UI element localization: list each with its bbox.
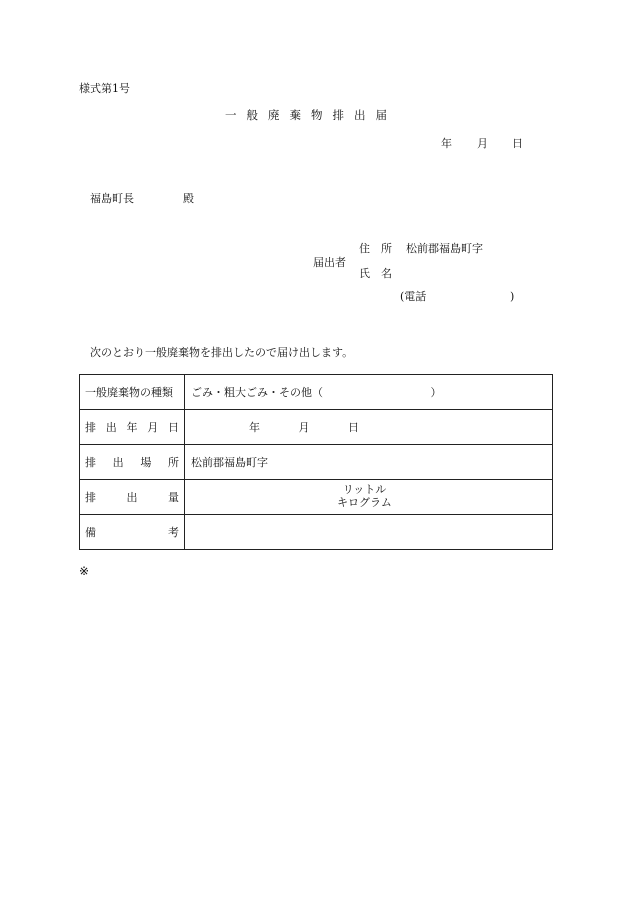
form-number: 様式第1号 [79,82,130,95]
label-char: 出 [105,421,117,434]
discharge-place-value-cell [185,445,553,480]
label-char: 量 [168,491,179,504]
discharge-place-label [80,454,184,470]
remarks-label [80,524,184,540]
date-day: 日 [512,137,523,150]
label-char: 年 [126,421,138,434]
label-char: 排 [85,421,96,434]
discharge-day: 日 [348,421,359,434]
label-char: 場 [140,456,152,469]
phone-open: (電話 [400,290,427,303]
table-row-waste-type [80,375,553,410]
label-char: 日 [168,421,179,434]
waste-type-options: ごみ・粗大ごみ・その他（ [191,386,323,399]
table-row-discharge-place [80,445,553,480]
label-char: 所 [167,456,179,469]
amount-units [185,484,552,509]
discharge-date-label [80,419,184,435]
date-year: 年 [441,137,452,150]
label-char: 月 [147,421,159,434]
addressee-name: 福島町長 [90,192,134,205]
discharge-date-value-cell [185,410,553,445]
discharge-amount-label [80,489,184,505]
table-row-remarks [80,515,553,550]
discharge-amount-label-cell [80,480,185,515]
label-char: 排 [85,491,96,504]
addressee-honorific: 殿 [183,192,194,205]
label-char: 考 [168,526,179,539]
date-month: 月 [477,137,488,150]
discharge-place-value: 松前郡福島町字 [191,456,268,469]
label-char: 出 [126,491,138,504]
discharge-amount-value-cell [185,480,553,515]
discharge-year: 年 [249,421,260,434]
remarks-label-cell [80,515,185,550]
applicant-label: 届出者 [313,256,346,269]
waste-form-table [79,374,553,550]
discharge-month: 月 [298,421,310,434]
intro-text: 次のとおり一般廃棄物を排出したので届け出します。 [90,346,354,359]
waste-type-label-cell [80,375,185,410]
label-char: 出 [112,456,124,469]
label-char: 排 [85,456,96,469]
phone-close: ) [510,290,515,303]
unit-liters: リットル [342,483,387,497]
waste-type-value-cell [185,375,553,410]
discharge-place-label-cell [80,445,185,480]
name-label: 氏 名 [359,267,392,280]
label-char: 備 [85,526,96,539]
discharge-date-label-cell [80,410,185,445]
waste-type-close-paren: ） [430,386,442,399]
note-mark: ※ [79,564,90,578]
table-row-discharge-amount [80,480,553,515]
address-label: 住 所 [359,242,392,255]
document-title: 一般廃棄物排出届 [225,108,397,122]
address-value: 松前郡福島町字 [406,242,483,255]
table-row-discharge-date [80,410,553,445]
unit-kilograms: キログラム [337,496,392,509]
waste-type-label: 一般廃棄物の種類 [85,386,173,399]
remarks-value-cell [185,515,553,550]
